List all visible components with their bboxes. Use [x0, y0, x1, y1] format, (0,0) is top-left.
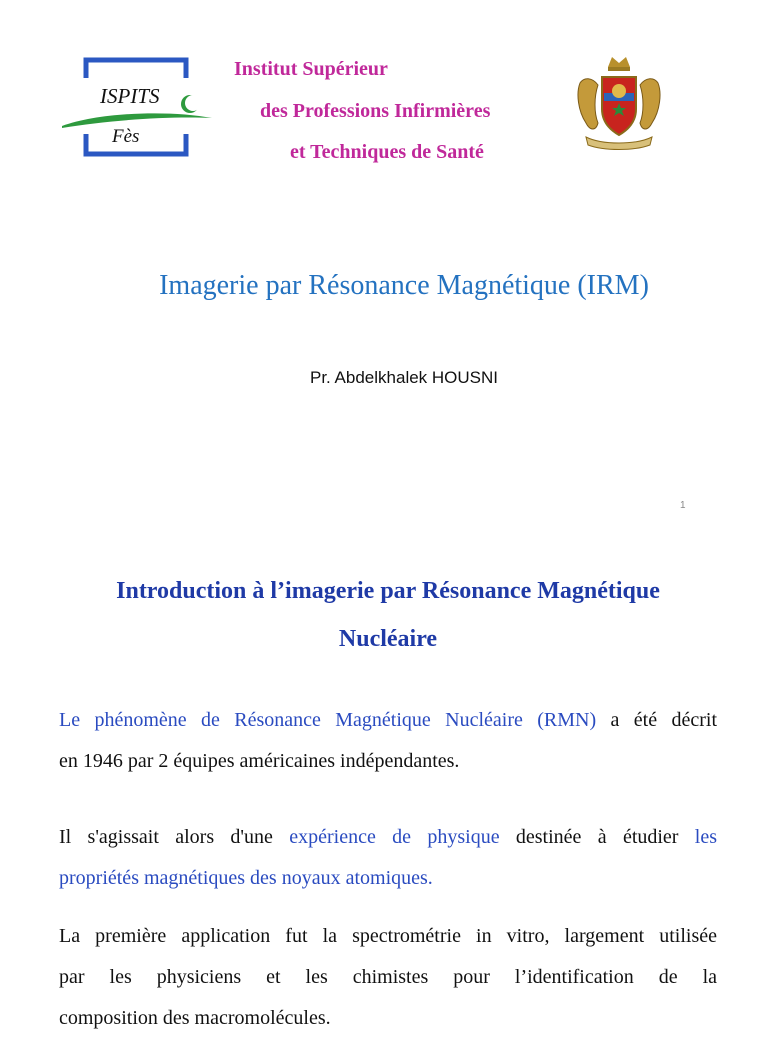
properties-highlight-start: les — [694, 826, 718, 848]
logo-text-ispits: ISPITS — [100, 84, 160, 108]
paragraph-2-line-2: propriétés magnétiques des noyaux atomiques. — [59, 867, 433, 889]
paragraph-3 — [59, 916, 717, 1039]
institute-line-3: et Techniques de Santé — [290, 141, 484, 163]
slide-author: Pr. Abdelkhalek HOUSNI — [309, 368, 499, 387]
institute-line-2: des Professions Infirmières — [260, 100, 491, 122]
section-heading-line-1: Introduction à l’imagerie par Résonance Magnétique — [116, 578, 660, 604]
paragraph-3-line-3: composition des macromolécules. — [59, 1007, 331, 1029]
paragraph-3-line-1: La première application fut la spectrométrie in vitro, largement utilisée — [59, 925, 717, 947]
institute-line-1: Institut Supérieur — [234, 58, 388, 80]
paragraph-3-line-2: par les physiciens et les chimistes pour l’identification de la — [59, 966, 717, 988]
paragraph-1-text: a été décrit — [596, 709, 718, 731]
logo-text-fes: Fès — [112, 126, 140, 147]
paragraph-1-line-2: en 1946 par 2 équipes américaines indépendantes. — [59, 750, 460, 772]
paragraph-2 — [59, 817, 717, 899]
paragraph-1 — [59, 700, 717, 782]
physics-highlight: expérience de physique — [289, 826, 500, 848]
page-number: 1 — [680, 500, 686, 511]
rmn-highlight: Le phénomène de Résonance Magnétique Nucléaire (RMN) — [59, 709, 597, 731]
paragraph-1-line-1 — [59, 700, 717, 741]
section-heading-line-2: Nucléaire — [338, 626, 438, 652]
ispits-logo — [60, 56, 220, 160]
slide-title: Imagerie par Résonance Magnétique (IRM) — [159, 270, 649, 301]
paragraph-2-text-c: destinée à étudier — [499, 826, 695, 848]
moroccan-coat-of-arms-icon — [572, 53, 666, 153]
paragraph-2-text-a: Il s'agissait alors d'une — [59, 826, 290, 848]
paragraph-2-line-1 — [59, 817, 717, 858]
